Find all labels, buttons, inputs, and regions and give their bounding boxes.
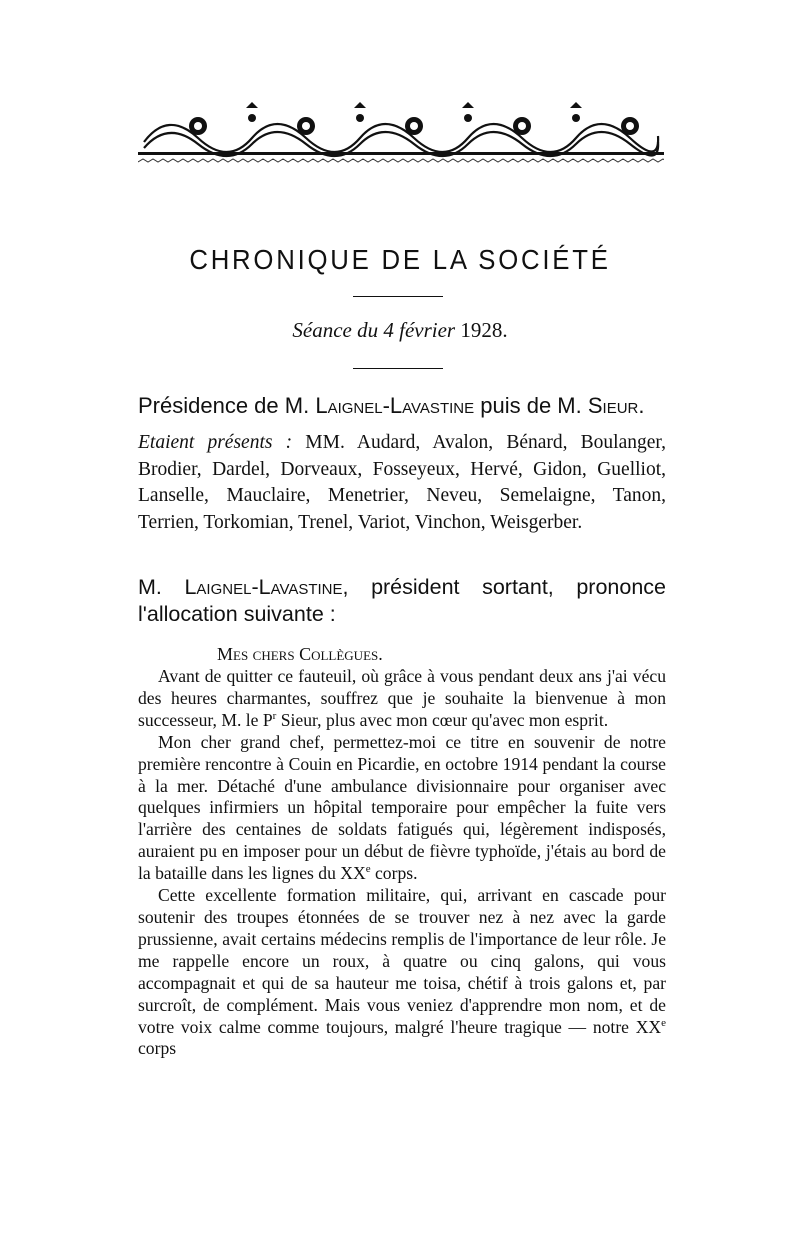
ornament-band-icon <box>138 102 664 168</box>
presidence-text-b: puis de M. <box>480 393 582 418</box>
speech-p3-sup: e <box>661 1016 666 1029</box>
seance-divider <box>353 368 443 369</box>
allocation-name: Laignel-Lavastine <box>184 575 343 599</box>
speech-p1-sup: r <box>272 709 277 722</box>
page-title: CHRONIQUE DE LA SOCIÉTÉ <box>189 244 611 275</box>
seance-year: 1928. <box>460 318 508 342</box>
attendees-paragraph <box>138 430 666 536</box>
presidence-name-b: Sieur. <box>587 393 645 418</box>
speech-p2-b: corps. <box>370 863 418 884</box>
speech-paragraph-2 <box>138 732 666 885</box>
salutation: Mes chers Collègues. <box>217 644 383 664</box>
attendees-lead: Etaient présents : <box>138 432 293 453</box>
speech-p1-a: Avant de quitter ce fauteuil, où grâce à vous pendant deux ans j'ai vécu des heures charmantes, souffrez que je souhaite la bienvenue à mon successeur, M. le P <box>138 666 666 730</box>
speech-body <box>138 666 666 1060</box>
speech-p1-b: Sieur, plus avec mon cœur qu'avec mon esprit. <box>276 709 609 730</box>
speech-p2-sup: e <box>365 863 371 876</box>
presidence-text-a: Présidence de M. <box>138 393 310 418</box>
presidence-line <box>138 393 668 419</box>
attendees-names: MM. Audard, Avalon, Bénard, Boulanger, Brodier, Dardel, Dorveaux, Fosseyeux, Hervé, Gidon, Guelliot, Lanselle, Mauclaire, Menetrier, Neveu, Semelaigne, Tanon, Terrien, Torkomian, Trenel, Variot, Vinchon, Weisgerber. <box>138 432 666 533</box>
speech-paragraph-1 <box>138 666 666 732</box>
allocation-text: , président sortant, prononce l'allocation suivante : <box>138 575 666 626</box>
seance-heading <box>0 318 800 343</box>
allocation-prefix: M. <box>138 575 162 599</box>
speech-p3-a: Cette excellente formation militaire, qui, arrivant en cascade pour soutenir des troupes étonnées de se trouver nez à nez avec la garde prussienne, avait certains médecins remplis de l'importance de leur rôle. Je me rappelle encore un roux, à quatre ou cinq galons, qui vous accompagnait et qui de sa hauteur me toisa, chétif à trois galons et, par surcroît, de complément. Mais vous veniez d'apprendre mon nom, et de votre voix calme comme toujours, malgré l'heure tragique — notre XX <box>138 885 666 1037</box>
speech-paragraph-3 <box>138 885 666 1060</box>
presidence-name-a: Laignel-Lavastine <box>315 393 475 418</box>
title-divider <box>353 296 443 297</box>
speech-p2-a: Mon cher grand chef, permettez-moi ce titre en souvenir de notre première rencontre à Couin en Picardie, en octobre 1914 pendant la course à la mer. Détaché d'une ambulance divisionnaire pour organiser avec quelques infirmiers un hôpital temporaire pour empêcher la fuite vers l'arrière des centaines de soldats fatigués qui, légèrement indisposés, auraient pu en imposer pour un début de fièvre typhoïde, j'étais au bord de la bataille dans les lignes du XX <box>138 731 666 884</box>
speech-p3-b: corps <box>138 1038 177 1059</box>
seance-date: Séance du 4 février <box>292 318 456 342</box>
allocation-intro <box>138 574 666 628</box>
